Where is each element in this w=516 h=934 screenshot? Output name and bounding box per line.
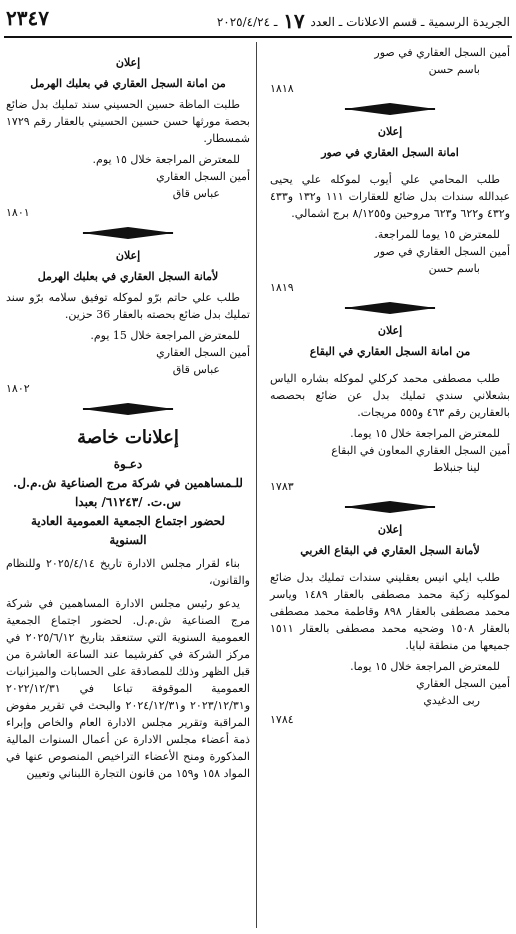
signer-name: عباس قاق — [172, 187, 220, 200]
separator-ornament — [270, 501, 510, 513]
separator-ornament — [6, 227, 250, 239]
signer-name: باسم حسن — [428, 63, 480, 76]
notice-title: لأمانة السجل العقاري في البقاع الغربي — [300, 544, 480, 557]
notice-objection: للمعترض ١٥ يوما للمراجعة. — [374, 228, 500, 241]
notice-title: امانة السجل العقاري في صور — [321, 146, 459, 159]
notice-objection: للمعترض المراجعة خلال ١٥ يوما. — [350, 427, 500, 440]
notice-heading: إعلان — [377, 125, 403, 138]
signer-title: أمين السجل العقاري في صور — [374, 245, 510, 258]
notice-body: طلبت الماظة حسين الحسيني سند تمليك بدل ضائع بحصة مورثها حسن حسين الحسيني بالعقار رقم ١٧٢٩ شمسطار. — [6, 98, 250, 145]
notice-ref: ١٨١٨ — [270, 82, 294, 95]
notice-objection: للمعترض المراجعة خلال ١٥ يوم. — [92, 153, 240, 166]
paragraph: بناء لقرار مجلس الادارة تاريخ ٢٠٢٥/٤/١٤ وللنظام والقانون، — [6, 557, 250, 587]
notice-body: طلب علي حاتم برّو لموكله توفيق سلامه برّو سند تمليك بدل ضائع بحصته بالعقار 36 حزين. — [6, 291, 250, 321]
separator-ornament — [270, 103, 510, 115]
notice-ref: ١٨١٩ — [270, 281, 294, 294]
notice-title: من امانة السجل العقاري في البقاع — [309, 345, 471, 358]
signer-title: أمين السجل العقاري المعاون في البقاع — [331, 444, 510, 457]
notice-baalbek-1 — [6, 54, 250, 221]
signer-title: أمين السجل العقاري — [156, 346, 250, 359]
notice-heading: إعلان — [377, 324, 403, 337]
notice-baalbek-2 — [6, 247, 250, 397]
signer-name: باسم حسن — [428, 262, 480, 275]
page-number: ٢٣٤٧ — [6, 6, 49, 30]
separator-ornament — [6, 403, 250, 415]
section-title: إعلانات خاصة — [77, 427, 179, 448]
signer-name: ربى الدغيدي — [423, 694, 480, 707]
notice-ref: ١٨٠١ — [6, 206, 30, 219]
column-divider — [256, 42, 257, 928]
notice-objection: للمعترض المراجعة خلال ١٥ يوما. — [350, 660, 500, 673]
gazette-title — [217, 9, 510, 33]
signer-name: عباس قاق — [172, 363, 220, 376]
commercial-registry: س.ت. /٦١٢٤٣/ بعبدا — [74, 495, 182, 509]
page-header — [0, 0, 516, 38]
gazette-title-prefix: الجريدة الرسمية ـ قسم الاعلانات ـ العدد — [310, 15, 510, 29]
notice-continued — [270, 44, 510, 97]
notice-body: طلب مصطفى محمد كركلي لموكله بشاره الياس بشعلاني سندي تمليك بدل عن ضائع بحصصه بالعقارين رقم ٤٦٣ و٥٥٥ مريجات. — [270, 372, 510, 419]
separator-ornament — [270, 302, 510, 314]
issue-date: ـ ٢٠٢٥/٤/٢٤ — [216, 15, 278, 29]
special-notices — [6, 429, 250, 782]
right-column — [270, 44, 510, 728]
issue-number: ١٧ — [283, 9, 305, 33]
signer-title: أمين السجل العقاري في صور — [374, 46, 510, 59]
assembly-title-cont: السنوية — [109, 533, 147, 547]
signer-title: أمين السجل العقاري — [156, 170, 250, 183]
notice-sour — [270, 123, 510, 296]
invitation-heading: دعـوة — [113, 457, 143, 471]
notice-heading: إعلان — [377, 523, 403, 536]
notice-ref: ١٧٨٤ — [270, 713, 294, 726]
addressee: للـمساهمين في شركة مرج الصناعية ش.م.ل. — [13, 476, 243, 490]
notice-ref: ١٨٠٢ — [6, 382, 30, 395]
notice-title: لأمانة السجل العقاري في بعلبك الهرمل — [37, 270, 219, 283]
left-column — [6, 44, 250, 782]
assembly-title: لحضور اجتماع الجمعية العمومية العادية — [30, 514, 226, 528]
notice-title: من امانة السجل العقاري في بعلبك الهرمل — [30, 77, 226, 90]
signer-title: أمين السجل العقاري — [416, 677, 510, 690]
signer-name: لينا جنبلاط — [432, 461, 480, 474]
notice-body: طلب ايلي انيس بعقليني سندات تمليك بدل ضائع لموكليه زكية محمد مصطفى بالعقار ١٤٨٩ وياسر محمد مصطفى بالعقار ٨٩٨ وقاطمة محمد مصطفى بالعقار ١٥٠٨ وضحيه محمد مصطفى بالعقار ١٥١١ جميعها من منطقة لبايا. — [270, 571, 510, 652]
notice-heading: إعلان — [115, 249, 141, 262]
header-rule — [4, 36, 512, 38]
notice-body: طلب المحامي علي أيوب لموكله علي يحيى عبدالله سندات بدل ضائع للعقارات ١١١ و١٣٢ و٤٣٣ و٤٣٢ و٦٢٢ و٦٢٣ مروحين و٨/١٢٥٥ برج اشمالي. — [270, 173, 511, 220]
notice-ref: ١٧٨٣ — [270, 480, 294, 493]
notice-bekaa — [270, 322, 510, 495]
notice-heading: إعلان — [115, 56, 141, 69]
notice-objection: للمعترض المراجعة خلال 15 يوم. — [90, 329, 240, 342]
paragraph: يدعو رئيس مجلس الادارة المساهمين في شركة مرج الصناعية ش.م.ل. لحضور اجتماع الجمعية العمومية السنوية التي ستنعقد بتاريخ ٢٠٢٥/٦/١٢ في مركز الشركة في كفرشيما عند الساعة العاشرة من قبل الظهر وذلك للمصادقة على الحسابات والميزانيات العمومية الموقوفة تباعا في ٢٠٢٢/١٢/٣١ و٢٠٢٣/١٢/٣١ و٢٠٢٤/١٢/٣١ والبحث في تقرير مفوض المراقبة وتقرير مجلس الادارة العام والخاص وإبراء ذمة أعضاء مجلس الادارة عن أعمال السنوات المالية المذكورة ومنح الأعضاء التراخيص المنصوص عنها في المواد ١٥٨ و١٥٩ من قانون التجارة اللبناني وتعيين — [6, 597, 251, 780]
notice-west-bekaa — [270, 521, 510, 728]
